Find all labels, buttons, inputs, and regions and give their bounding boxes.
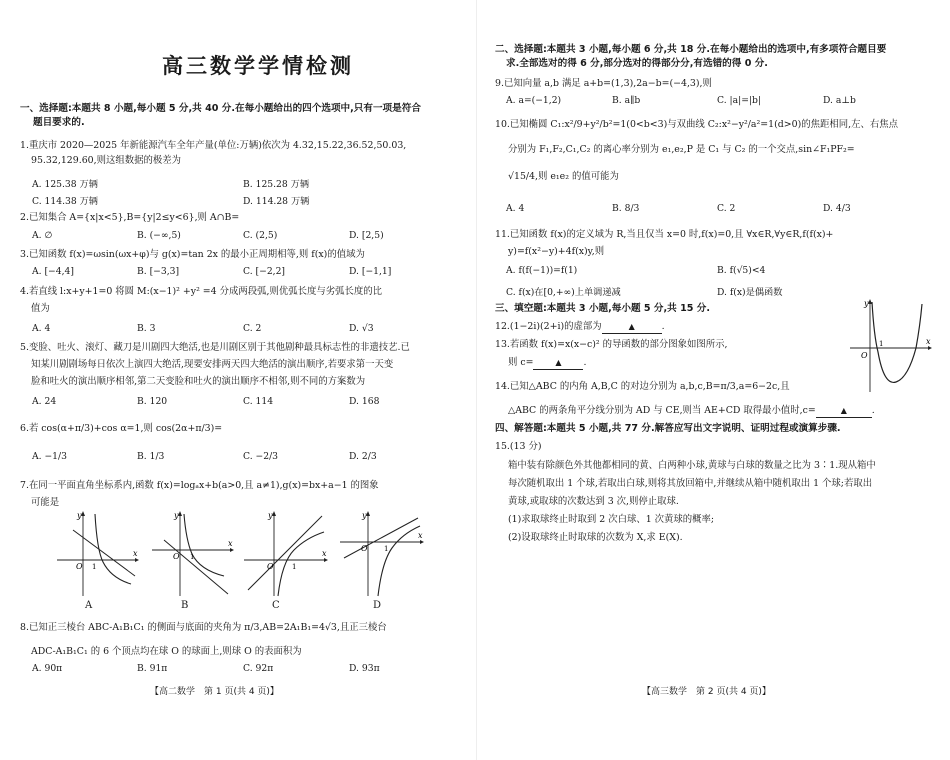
q3-text: 3.已知函数 f(x)=ωsin(ωx+φ)与 g(x)=tan 2x 的最小正周期相等,则 f(x)的值域为 [20,249,365,260]
q2-text: 2.已知集合 A={x|x<5},B={y|2≤y<6},则 A∩B= [20,212,240,223]
q11-option-a[interactable]: A. f(f(−1))=f(1) [506,265,578,276]
q8-text: 8.已知正三棱台 ABC-A₁B₁C₁ 的侧面与底面的夹角为 π/3,AB=2A₁B₁=4√3,且正三棱台 [20,622,387,633]
q15-text-cont1: 每次随机取出 1 个球,若取出白球,则将其放回箱中,并继续从箱中随机取出 1 个球;若取出 [508,478,873,489]
page-title: 高三数学学情检测 [162,54,354,78]
linear-line [344,518,418,558]
q3-option-d[interactable]: D. [−1,1] [349,266,392,277]
q12-stem: 12.(1−2i)(2+i)的虚部为 [495,321,602,332]
linear-line [164,540,228,594]
q10-text-cont2: √15/4,则 e₁e₂ 的值可能为 [508,171,619,182]
q9-option-d[interactable]: D. a⊥b [823,95,856,106]
q6-text: 6.若 cos(α+π/3)+cos α=1,则 cos(2α+π/3)= [20,423,223,434]
q9-text: 9.已知向量 a,b 满足 a+b=(1,3),2a−b=(−4,3),则 [495,78,712,89]
q7-graph-c[interactable] [242,510,330,598]
q2-option-b[interactable]: B. (−∞,5) [137,230,181,241]
q4-text-cont: 值为 [31,303,50,314]
blank-triangle-icon: ▲ [555,358,562,367]
x-label: x [322,549,327,558]
y-axis-arrow [868,299,872,304]
y-label: y [268,511,273,520]
q8-option-a[interactable]: A. 90π [32,663,63,674]
q6-option-d[interactable]: D. 2/3 [349,451,377,462]
section1-heading-cont: 题目要求的. [33,117,85,128]
linear-line [248,516,322,590]
q1-text: 1.重庆市 2020—2025 年新能源汽车全年产量(单位:万辆)依次为 4.32,15.22,36.52,50.03, [20,140,407,151]
origin-label: O [76,562,83,571]
q10-option-a[interactable]: A. 4 [506,203,525,214]
blank-triangle-icon: ▲ [628,322,635,331]
q14-text-cont: △ABC 的两条角平分线分别为 AD 与 CE,则当 AE+CD 取得最小值时,c= ▲ . [508,405,875,416]
q3-option-a[interactable]: A. [−4,4] [32,266,74,277]
y-label: y [77,511,82,520]
q3-option-b[interactable]: B. [−3,3] [137,266,180,277]
q4-option-c[interactable]: C. 2 [243,323,262,334]
section2-heading: 二、选择题:本题共 3 小题,每小题 6 分,共 18 分.在每小题给出的选项中,有多项符合题目要 [495,44,887,55]
q5-option-a[interactable]: A. 24 [32,396,57,407]
y-label: y [864,299,869,308]
q3-option-c[interactable]: C. [−2,2] [243,266,286,277]
origin-label: O [267,562,274,571]
origin-label: O [361,544,368,553]
q15-text: 箱中装有除颜色外其他都相同的黄、白两种小球,黄球与白球的数量之比为 3∶1.现从箱中 [508,460,876,471]
y-axis-arrow [272,511,276,516]
q10-option-b[interactable]: B. 8/3 [612,203,640,214]
q2-option-a[interactable]: A. ∅ [32,230,53,241]
q5-text: 5.变脸、吐火、滚灯、藏刀是川剧四大绝活,也是川剧区别于其他剧种最具标志性的非遗技艺.已 [20,342,410,353]
y-axis-arrow [178,511,182,516]
q15-part2: (2)设取球终止时取球的次数为 X,求 E(X). [508,532,683,543]
x-axis-arrow [135,558,139,562]
q7-label-d[interactable]: D [373,600,382,611]
tick-one: 1 [879,340,884,348]
log-curve [184,514,224,576]
section1-heading: 一、选择题:本题共 8 小题,每小题 5 分,共 40 分.在每小题给出的四个选项中,只有一项是符合 [20,103,421,114]
q11-text: 11.已知函数 f(x)的定义域为 R,当且仅当 x=0 时,f(x)=0,且 ∀x∈R,∀y∈R,f(f(x)+ [495,229,834,240]
q4-text: 4.若直线 l:x+y+1=0 将圆 M:(x−1)² +y² =4 分成两段弧,则优弧长度与劣弧长度的比 [20,286,382,297]
x-label: x [418,531,423,540]
section2-heading-cont: 求.全部选对的得 6 分,部分选对的得部分分,有选错的得 0 分. [506,58,768,69]
q14-stem: △ABC 的两条角平分线分别为 AD 与 CE,则当 AE+CD 取得最小值时,c= [508,405,816,416]
q4-option-b[interactable]: B. 3 [137,323,156,334]
q2-option-d[interactable]: D. [2,5) [349,230,384,241]
q4-option-a[interactable]: A. 4 [32,323,51,334]
q9-option-c[interactable]: C. |a|=|b| [717,95,761,106]
q6-option-b[interactable]: B. 1/3 [137,451,165,462]
q5-text-cont1: 知某川剧剧场每日依次上演四大绝活,现要安排两天四大绝活的演出顺序,若要求第一天变 [31,359,394,370]
tick-one: 1 [384,545,389,553]
q1-option-b[interactable]: B. 125.28 万辆 [243,179,310,190]
tick-one: 1 [190,553,195,561]
log-curve [95,514,131,584]
q7-label-a[interactable]: A [85,600,93,611]
q13-answer-blank[interactable] [533,356,583,370]
q7-label-b[interactable]: B [181,600,189,611]
q15-part1: (1)求取球终止时取到 2 次白球、1 次黄球的概率; [508,514,715,525]
blank-triangle-icon: ▲ [840,406,847,415]
q7-text: 7.在同一平面直角坐标系内,函数 f(x)=logₐx+b(a>0,且 a≠1),g(x)=bx+a−1 的图象 [20,480,379,491]
x-axis-arrow [324,558,328,562]
q13-derivative-graph [848,296,934,396]
q7-text-cont: 可能是 [31,497,60,508]
log-curve [278,532,324,596]
q11-option-c[interactable]: C. f(x)在[0,+∞)上单调递减 [506,287,621,298]
x-axis-arrow [928,346,932,350]
q10-option-c[interactable]: C. 2 [717,203,736,214]
q9-option-a[interactable]: A. a=(−1,2) [506,95,562,106]
q15-score: 15.(13 分) [495,441,542,452]
q6-option-a[interactable]: A. −1/3 [32,451,67,462]
q1-text-cont: 95.32,129.60,则这组数据的极差为 [31,155,181,166]
left-footer: 【高二数学 第 1 页(共 4 页)】 [150,687,279,697]
x-label: x [133,549,138,558]
q9-option-b[interactable]: B. a∥b [612,95,641,106]
tick-one: 1 [92,563,97,571]
q2-option-c[interactable]: C. (2,5) [243,230,278,241]
origin-label: O [861,351,868,360]
x-axis-arrow [420,540,424,544]
right-page [482,0,950,760]
q1-option-d[interactable]: D. 114.28 万辆 [243,196,310,207]
q7-label-c[interactable]: C [272,600,280,611]
y-label: y [174,511,179,520]
tick-one: 1 [292,563,297,571]
q15-text-cont2: 黄球,或取球的次数达到 3 次,则停止取球. [508,496,679,507]
x-axis-arrow [230,548,234,552]
q13-stem: 则 c= [508,357,534,368]
q5-text-cont2: 脸和吐火的演出顺序相邻,第二天变脸和吐火的演出顺序不相邻,则不同的方案数为 [31,376,366,387]
q10-option-d[interactable]: D. 4/3 [823,203,851,214]
q1-option-a[interactable]: A. 125.38 万辆 [32,179,98,190]
q8-option-d[interactable]: D. 93π [349,663,380,674]
q5-option-d[interactable]: D. 168 [349,396,380,407]
q13-text-cont: 则 c= ▲ . [508,357,587,368]
q11-option-b[interactable]: B. f(√5)<4 [717,265,766,276]
q12-text: 12.(1−2i)(2+i)的虚部为 ▲ . [495,321,665,332]
q5-option-c[interactable]: C. 114 [243,396,274,407]
q6-option-c[interactable]: C. −2/3 [243,451,279,462]
q10-text: 10.已知椭圆 C₁:x²/9+y²/b²=1(0<b<3)与双曲线 C₂:x²−y²/a²=1(d>0)的焦距相同,左、右焦点 [495,119,898,130]
q8-option-c[interactable]: C. 92π [243,663,274,674]
q10-text-cont1: 分别为 F₁,F₂,C₁,C₂ 的离心率分别为 e₁,e₂,P 是 C₁ 与 C₂ 的一个交点,sin∠F₁PF₂= [508,144,855,155]
q7-graph-b[interactable] [150,510,235,598]
q8-text-cont: ADC-A₁B₁C₁ 的 6 个顶点均在球 O 的球面上,则球 O 的表面积为 [31,646,302,657]
q14-text: 14.已知△ABC 的内角 A,B,C 的对边分别为 a,b,c,B=π/3,a=6−2c,且 [495,381,790,392]
y-axis-arrow [81,511,85,516]
x-label: x [926,337,931,346]
y-axis-arrow [366,511,370,516]
q7-graph-a[interactable] [55,510,140,598]
section3-heading: 三、填空题:本题共 3 小题,每小题 5 分,共 15 分. [495,303,711,314]
q13-text: 13.若函数 f(x)=x(x−c)² 的导函数的部分图象如图所示, [495,339,728,350]
q5-option-b[interactable]: B. 120 [137,396,168,407]
q1-option-c[interactable]: C. 114.38 万辆 [32,196,98,207]
q14-answer-blank[interactable] [816,404,872,418]
y-label: y [362,511,367,520]
right-footer: 【高三数学 第 2 页(共 4 页)】 [642,687,771,697]
q12-answer-blank[interactable] [602,320,662,334]
q7-graph-d[interactable] [338,510,426,598]
q8-option-b[interactable]: B. 91π [137,663,168,674]
section4-heading: 四、解答题:本题共 5 小题,共 77 分.解答应写出文字说明、证明过程或演算步骤. [495,423,841,434]
origin-label: O [173,552,180,561]
x-label: x [228,539,233,548]
q11-text-cont: y)=f(x²−y)+4f(x)y,则 [508,246,605,257]
q4-option-d[interactable]: D. √3 [349,323,374,334]
q11-option-d[interactable]: D. f(x)是偶函数 [717,287,783,298]
